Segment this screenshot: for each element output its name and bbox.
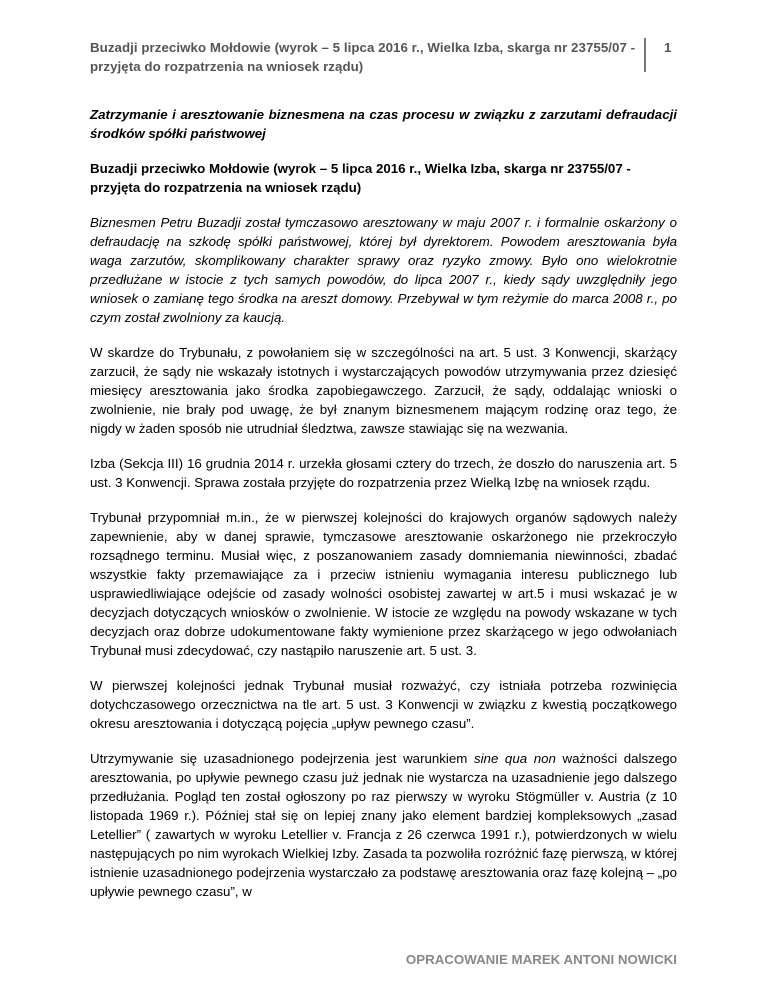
latin-phrase: sine qua non xyxy=(473,751,556,766)
paragraph-text: Utrzymywanie się uzasadnionego podejrzenia jest warunkiem xyxy=(90,751,474,766)
running-header: Buzadji przeciwko Mołdowie (wyrok – 5 lipca 2016 r., Wielka Izba, skarga nr 23755/07 - przyjęta do rozpatrzenia na wniosek rządu) xyxy=(90,40,636,74)
paragraph-court-reminder: Trybunał przypomniał m.in., że w pierwszej kolejności do krajowych organów sądowych należy zapewnienie, aby w danej sprawie, tymczasowe aresztowanie oskarżonego nie przekroczyło rozsądnego terminu. Musiał więc, z poszanowaniem zasady domniemania niewinności, zbadać wszystkie fakty przemawiające za i przeciw istnieniu wymagania interesu publicznego lub usprawiedliwiające odejście od zasady wolności osobistej zawartej w art.5 i musi wskazać je w decyzjach dotyczących wniosków o zwolnienie. W istocie ze względu na powody wskazane w tych decyzjach oraz dobrze udokumentowane fakty wymienione przez skarżącego w jego odwołaniach Trybunał musi zdecydować, czy nastąpiło naruszenie art. 5 ust. 3. xyxy=(90,510,677,658)
footer-author: OPRACOWANIE MAREK ANTONI NOWICKI xyxy=(405,952,677,967)
subject-line: Zatrzymanie i aresztowanie biznesmena na czas procesu w związku z zarzutami defraudacji środków spółki państwowej xyxy=(90,107,677,141)
paragraph-reasonable-suspicion xyxy=(90,749,677,901)
paragraph-chamber: Izba (Sekcja III) 16 grudnia 2014 r. urzekła głosami cztery do trzech, że doszło do naruszenia art. 5 ust. 3 Konwencji. Sprawa została przyjęte do rozpatrzenia przez Wielką Izbę na wniosek rządu. xyxy=(90,456,677,490)
paragraph-case-law: W pierwszej kolejności jednak Trybunał musiał rozważyć, czy istniała potrzeba rozwinięcia dotychczasowego orzecznictwa na tle art. 5 ust. 3 Konwencji w związku z kwestią początkowego okresu aresztowania i dotyczącą pojęcia „upływ pewnego czasu”. xyxy=(90,678,677,731)
case-title: Buzadji przeciwko Mołdowie (wyrok – 5 lipca 2016 r., Wielka Izba, skarga nr 23755/07 - przyjęta do rozpatrzenia na wniosek rządu) xyxy=(90,161,631,195)
paragraph-complaint: W skardze do Trybunału, z powołaniem się w szczególności na art. 5 ust. 3 Konwencji, skarżący zarzucił, że sądy nie wskazały istotnych i wystarczających powodów utrzymywania przez dziesięć miesięcy aresztowania jako środka zapobiegawczego. Zarzucił, że sądy, oddalając wnioski o zwolnienie, nie brały pod uwagę, że był znanym biznesmenem mającym rodzinę oraz tego, że nigdy w żaden sposób nie utrudniał śledztwa, zawsze stawiając się na wezwania. xyxy=(90,345,677,436)
document-body xyxy=(90,105,677,917)
case-summary: Biznesmen Petru Buzadji został tymczasowo aresztowany w maju 2007 r. i formalnie oskarżony o defraudację na szkodę spółki państwowej, której był dyrektorem. Powodem aresztowania była waga zarzutów, skomplikowany charakter sprawy oraz ryzyko zmowy. Było ono wielokrotnie przedłużane w istocie z tych samych powodów, do lipca 2007 r., kiedy sądy uwzględniły jego wniosek o zamianę tego środka na areszt domowy. Przebywał w tym reżymie do marca 2008 r., po czym został zwolniony za kaucją. xyxy=(90,215,677,325)
paragraph-text: ważności dalszego aresztowania, po upływie pewnego czasu już jednak nie wystarcza na uzasadnienie jego dalszego przedłużania. Pogląd ten został ogłoszony po raz pierwszy w wyroku Stögmüller v. Austria (z 10 listopada 1969 r.). Później stał się on lepiej znany jako element bardziej kompleksowych „zasad Letellier” ( zawartych w wyroku Letellier v. Francja z 26 czerwca 1991 r.), potwierdzonych w wielu następujących po nim wyrokach Wielkiej Izby. Zasada ta pozwoliła rozróżnić fazę pierwszą, w której istnienie uzasadnionego podejrzenia wystarczało za podstawę aresztowania oraz fazę kolejną – „po upływie pewnego czasu”, w xyxy=(90,751,677,899)
header-divider xyxy=(644,38,646,72)
page-number: 1 xyxy=(664,40,672,55)
